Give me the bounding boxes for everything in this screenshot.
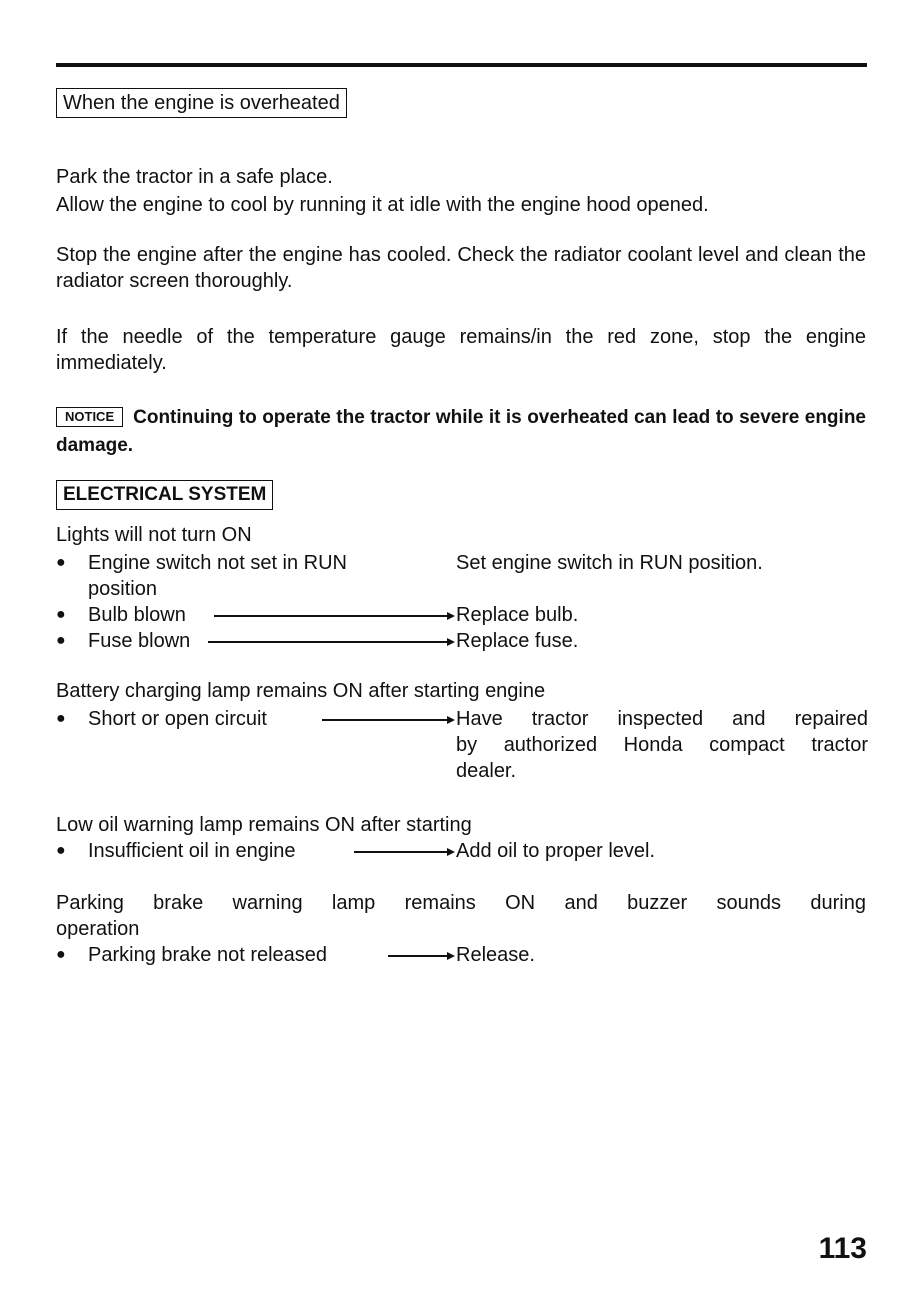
cause-text: position — [88, 578, 157, 600]
word: tractor — [531, 708, 589, 730]
parking-title-continuation: operation — [56, 918, 140, 940]
overheat-instruction-2: Allow the engine to cool by running it at idle with the engine hood opened. — [56, 194, 709, 216]
word: tractor — [811, 734, 868, 756]
remedy-text: Release. — [456, 944, 535, 966]
word: repaired — [794, 708, 868, 730]
cause-text: Short or open circuit — [88, 708, 267, 730]
bullet-icon: ● — [56, 554, 66, 571]
word: buzzer — [627, 892, 688, 914]
word: ON — [505, 892, 536, 914]
overheat-instruction-4: If the needle of the temperature gauge remains/in the red zone, stop the engine immediately. — [56, 326, 866, 374]
overheat-instruction-1: Park the tractor in a safe place. — [56, 166, 333, 188]
word: and — [564, 892, 598, 914]
cause-text: Engine switch not set in RUN — [88, 552, 348, 574]
remedy-text: Set engine switch in RUN position. — [456, 552, 763, 574]
bullet-icon: ● — [56, 842, 66, 859]
cause-text: Insufficient oil in engine — [88, 840, 296, 862]
word: and — [732, 708, 766, 730]
remedy-text — [456, 706, 868, 732]
lights-title: Lights will not turn ON — [56, 524, 252, 546]
list-item — [56, 602, 866, 628]
arrow-right-icon — [447, 848, 455, 856]
notice-badge: NOTICE — [56, 407, 123, 427]
word: Honda — [623, 734, 683, 756]
word: inspected — [617, 708, 704, 730]
arrow-line — [388, 955, 448, 957]
remedy-text: Add oil to proper level. — [456, 840, 656, 862]
word: remains — [404, 892, 476, 914]
word: during — [810, 892, 866, 914]
remedy-continuation — [56, 758, 866, 784]
list-item — [56, 628, 866, 654]
word: warning — [232, 892, 303, 914]
arrow-right-icon — [447, 716, 455, 724]
battery-title: Battery charging lamp remains ON after starting engine — [56, 680, 546, 702]
remedy-continuation — [56, 732, 866, 758]
list-item — [56, 706, 866, 732]
notice-text: Continuing to operate the tractor while it is overheated can lead to severe engine damage. — [56, 407, 866, 456]
cause-text: Bulb blown — [88, 604, 186, 626]
page-number: 113 — [818, 1232, 867, 1265]
remedy-text: Replace fuse. — [456, 630, 579, 652]
arrow-line — [208, 641, 448, 643]
low-oil-title: Low oil warning lamp remains ON after starting — [56, 814, 472, 836]
word: authorized — [503, 734, 598, 756]
word: by — [456, 734, 478, 756]
remedy-text: dealer. — [456, 760, 517, 782]
overheat-heading: When the engine is overheated — [56, 88, 347, 118]
list-item — [56, 838, 866, 864]
electrical-heading: ELECTRICAL SYSTEM — [56, 480, 273, 510]
cause-text: Parking brake not released — [88, 944, 328, 966]
remedy-text — [456, 732, 868, 758]
arrow-right-icon — [447, 638, 455, 646]
notice-paragraph — [56, 404, 866, 460]
parking-title — [56, 890, 866, 916]
list-item — [56, 942, 866, 968]
overheat-instruction-3: Stop the engine after the engine has cooled. Check the radiator coolant level and clean the radiator screen thoroughly. — [56, 244, 866, 292]
cause-text: Fuse blown — [88, 630, 191, 652]
bullet-icon: ● — [56, 946, 66, 963]
list-item — [56, 550, 866, 576]
word: lamp — [331, 892, 376, 914]
arrow-line — [214, 615, 448, 617]
remedy-text: Replace bulb. — [456, 604, 579, 626]
word: Have — [456, 708, 503, 730]
arrow-right-icon — [447, 612, 455, 620]
bullet-icon: ● — [56, 710, 66, 727]
arrow-line — [322, 719, 448, 721]
word: sounds — [716, 892, 782, 914]
arrow-right-icon — [447, 952, 455, 960]
list-item-continuation — [56, 576, 866, 602]
arrow-line — [354, 851, 448, 853]
word: Parking — [56, 892, 124, 914]
word: brake — [153, 892, 204, 914]
word: compact — [709, 734, 785, 756]
bullet-icon: ● — [56, 632, 66, 649]
top-rule — [56, 63, 867, 67]
bullet-icon: ● — [56, 606, 66, 623]
